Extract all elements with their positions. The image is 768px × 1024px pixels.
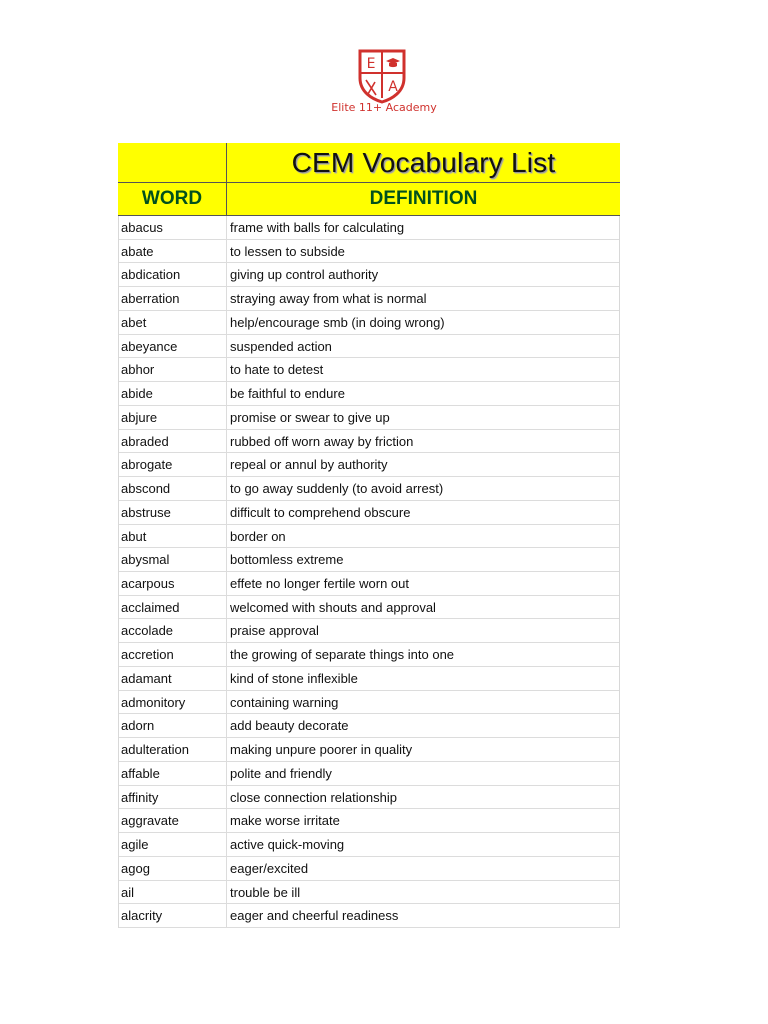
word-cell: abacus [119, 216, 227, 239]
word-cell: accolade [119, 619, 227, 642]
definition-cell: to lessen to subside [230, 243, 345, 259]
definition-cell: be faithful to endure [230, 386, 345, 402]
word-cell: abeyance [119, 335, 227, 358]
word-cell: abet [119, 311, 227, 334]
word-cell: admonitory [119, 691, 227, 714]
definition-cell: bottomless extreme [230, 552, 344, 568]
sheet-title: CEM Vocabulary List [291, 147, 556, 178]
table-row [119, 335, 619, 359]
word-cell: abjure [119, 406, 227, 429]
word-cell: agile [119, 833, 227, 856]
definition-cell: make worse irritate [230, 813, 340, 829]
header-row [118, 183, 620, 216]
logo-area [0, 0, 768, 130]
table-row [119, 406, 619, 430]
table-row [119, 596, 619, 620]
word-cell: adamant [119, 667, 227, 690]
word-cell: acarpous [119, 572, 227, 595]
definition-cell: kind of stone inflexible [230, 670, 358, 686]
table-row [119, 643, 619, 667]
word-cell: abraded [119, 430, 227, 453]
table-row [119, 857, 619, 881]
academy-shield-logo [356, 48, 408, 104]
table-row [119, 382, 619, 406]
table-row [119, 809, 619, 833]
word-cell: agog [119, 857, 227, 880]
definition-cell: add beauty decorate [230, 718, 349, 734]
table-row [119, 714, 619, 738]
table-row [119, 572, 619, 596]
table-row [119, 833, 619, 857]
table-row [119, 738, 619, 762]
vocabulary-rows [118, 216, 620, 928]
table-row [119, 525, 619, 549]
definition-cell: active quick-moving [230, 837, 345, 853]
definition-column-header: DEFINITION [369, 188, 478, 209]
table-row [119, 430, 619, 454]
definition-cell: suspended action [230, 338, 332, 354]
definition-cell: the growing of separate things into one [230, 647, 455, 663]
definition-cell: eager/excited [230, 860, 309, 876]
definition-cell: to hate to detest [230, 362, 324, 378]
definition-cell: rubbed off worn away by friction [230, 433, 414, 449]
logo-letter-a: A [388, 79, 398, 95]
word-cell: affable [119, 762, 227, 785]
word-cell: aberration [119, 287, 227, 310]
word-cell: ail [119, 881, 227, 904]
word-cell: abate [119, 240, 227, 263]
word-cell: abysmal [119, 548, 227, 571]
word-cell: abstruse [119, 501, 227, 524]
definition-cell: praise approval [230, 623, 319, 639]
table-row [119, 619, 619, 643]
table-row [119, 477, 619, 501]
table-row [119, 453, 619, 477]
definition-cell: straying away from what is normal [230, 291, 427, 307]
word-cell: affinity [119, 786, 227, 809]
word-cell: abut [119, 525, 227, 548]
definition-cell: repeal or annul by authority [230, 457, 388, 473]
title-blank-cell [118, 143, 227, 182]
logo-letter-e: E [366, 56, 376, 72]
definition-cell: help/encourage smb (in doing wrong) [230, 314, 445, 330]
table-row [119, 287, 619, 311]
word-cell: aggravate [119, 809, 227, 832]
word-cell: acclaimed [119, 596, 227, 619]
definition-cell: border on [230, 528, 286, 544]
word-cell: abide [119, 382, 227, 405]
word-cell: adulteration [119, 738, 227, 761]
table-row [119, 904, 619, 928]
definition-cell: effete no longer fertile worn out [230, 576, 409, 592]
table-row [119, 311, 619, 335]
definition-cell: close connection relationship [230, 789, 397, 805]
title-row [118, 143, 620, 183]
word-cell: abhor [119, 358, 227, 381]
vocabulary-sheet [118, 143, 620, 928]
table-row [119, 501, 619, 525]
table-row [119, 240, 619, 264]
definition-cell: polite and friendly [230, 765, 332, 781]
definition-cell: frame with balls for calculating [230, 220, 405, 235]
definition-cell: making unpure poorer in quality [230, 742, 413, 758]
word-column-header: WORD [118, 183, 227, 215]
table-row [119, 548, 619, 572]
table-row [119, 358, 619, 382]
table-row [119, 216, 619, 240]
definition-cell: giving up control authority [230, 267, 379, 283]
academy-name: Elite 11+ Academy [331, 101, 437, 114]
definition-cell: difficult to comprehend obscure [230, 504, 411, 520]
table-row [119, 263, 619, 287]
table-row [119, 762, 619, 786]
table-row [119, 786, 619, 810]
table-row [119, 691, 619, 715]
definition-cell: trouble be ill [230, 884, 301, 900]
definition-cell: containing warning [230, 694, 339, 710]
word-cell: abrogate [119, 453, 227, 476]
definition-cell: promise or swear to give up [230, 409, 390, 425]
table-row [119, 667, 619, 691]
definition-cell: eager and cheerful readiness [230, 908, 399, 924]
table-row [119, 881, 619, 905]
word-cell: abscond [119, 477, 227, 500]
word-cell: abdication [119, 263, 227, 286]
definition-cell: welcomed with shouts and approval [230, 599, 436, 615]
word-cell: accretion [119, 643, 227, 666]
word-cell: adorn [119, 714, 227, 737]
definition-cell: to go away suddenly (to avoid arrest) [230, 481, 444, 497]
word-cell: alacrity [119, 904, 227, 927]
